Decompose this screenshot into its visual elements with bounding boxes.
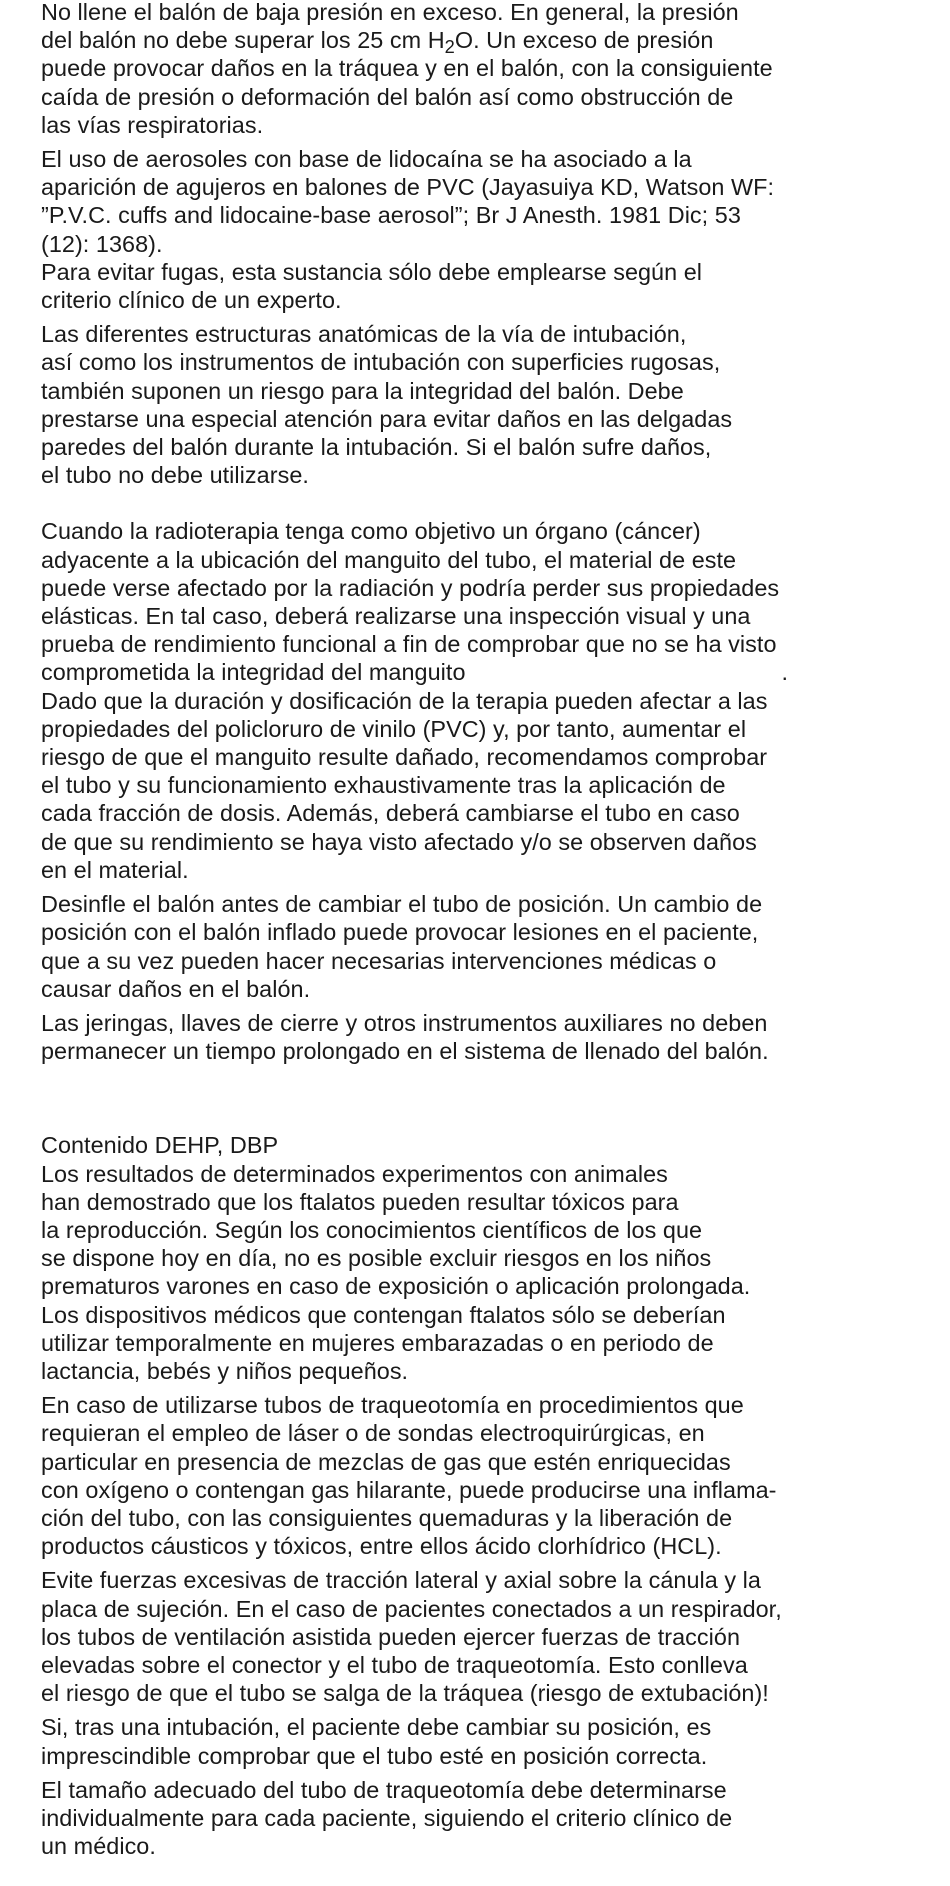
text-segment: comprometida la integridad del manguito [41,659,466,686]
paragraph-leak-prevention [41,258,946,314]
text-line: lactancia, bebés y niños pequeños. [41,1357,409,1384]
text-line: Los resultados de determinados experimentos con animales [41,1160,668,1187]
text-line: Las jeringas, llaves de cierre y otros instrumentos auxiliares no deben [41,1009,768,1036]
text-line: ”P.V.C. cuffs and lidocaine-base aerosol”; Br J Anesth. 1981 Dic; 53 [41,202,741,229]
paragraph-cuff-pressure [41,0,946,139]
text-line: el riesgo de que el tubo se salga de la tráquea (riesgo de extubación)! [41,1680,769,1707]
text-line: paredes del balón durante la intubación. Si el balón sufre daños, [41,434,712,461]
text-line: puede provocar daños en la tráquea y en el balón, con la consiguiente [41,55,773,82]
text-line: El tamaño adecuado del tubo de traqueotomía debe determinarse [41,1776,727,1803]
paragraph-position-check [41,1713,946,1769]
paragraph-traction-forces [41,1566,946,1707]
text-line: Los dispositivos médicos que contengan ftalatos sólo se deberían [41,1301,726,1328]
text-line: el tubo no debe utilizarse. [41,462,309,489]
text-line: la reproducción. Según los conocimientos científicos de los que [41,1216,703,1243]
text-line [41,26,946,58]
text-line: particular en presencia de mezclas de gas que estén enriquecidas [41,1448,731,1475]
text-line: elásticas. En tal caso, deberá realizarse una inspección visual y una [41,603,751,630]
text-line: prestarse una especial atención para evitar daños en las delgadas [41,405,733,432]
paragraph-laser [41,1391,946,1560]
paragraph-lidocaine [41,145,946,258]
text-line: riesgo de que el manguito resulte dañado, recomendamos comprobar [41,744,768,771]
text-line: adyacente a la ubicación del manguito del tubo, el material de este [41,546,737,573]
text-line: Si, tras una intubación, el paciente debe cambiar su posición, es [41,1714,712,1741]
text-line: individualmente para cada paciente, siguiendo el criterio clínico de [41,1804,733,1831]
text-line: posición con el balón inflado puede provocar lesiones en el paciente, [41,919,759,946]
text-line: los tubos de ventilación asistida pueden ejercer fuerzas de tracción [41,1623,741,1650]
subscript: 2 [444,36,455,58]
text-line: que a su vez pueden hacer necesarias intervenciones médicas o [41,947,717,974]
paragraph-tube-size [41,1776,946,1861]
text-line: El uso de aerosoles con base de lidocaína se ha asociado a la [41,146,692,173]
text-line: Cuando la radioterapia tenga como objetivo un órgano (cáncer) [41,518,701,545]
text-line: caída de presión o deformación del balón así como obstrucción de [41,83,734,110]
text-segment: del balón no debe superar los 25 cm H [41,27,445,54]
text-line: Evite fuerzas excesivas de tracción lateral y axial sobre la cánula y la [41,1567,761,1594]
text-line: utilizar temporalmente en mujeres embarazadas o en periodo de [41,1329,714,1356]
text-line: En caso de utilizarse tubos de traqueotomía en procedimientos que [41,1392,744,1419]
text-line: placa de sujeción. En el caso de pacientes conectados a un respirador, [41,1595,782,1622]
text-line: aparición de agujeros en balones de PVC (Jayasuiya KD, Watson WF: [41,174,775,201]
text-line: con oxígeno o contengan gas hilarante, puede producirse una inflama- [41,1476,777,1503]
paragraph-deflate-cuff [41,890,946,1003]
text-line: elevadas sobre el conector y el tubo de traqueotomía. Esto conlleva [41,1651,748,1678]
text-line: prematuros varones en caso de exposición o aplicación prolongada. [41,1273,751,1300]
paragraph-therapy-dosage [41,687,946,884]
section-heading: Contenido DEHP, DBP [41,1132,279,1159]
paragraph-syringes [41,1009,946,1065]
text-line: Dado que la duración y dosificación de la terapia pueden afectar a las [41,687,768,714]
text-segment: O. Un exceso de presión [454,27,714,54]
text-line: se dispone hoy en día, no es posible excluir riesgos en los niños [41,1245,712,1272]
text-line [41,658,946,686]
document-page [41,0,946,1860]
text-segment: . [781,659,789,686]
text-line: requieran el empleo de láser o de sondas electroquirúrgicas, en [41,1420,705,1447]
text-line: (12): 1368). [41,230,163,257]
text-line: Las diferentes estructuras anatómicas de la vía de intubación, [41,321,687,348]
text-line: las vías respiratorias. [41,111,264,138]
text-line: el tubo y su funcionamiento exhaustivamente tras la aplicación de [41,772,726,799]
text-line: No llene el balón de baja presión en exceso. En general, la presión [41,0,739,25]
text-line: un médico. [41,1833,156,1860]
text-line: puede verse afectado por la radiación y podría perder sus propiedades [41,574,780,601]
text-line: de que su rendimiento se haya visto afectado y/o se observen daños [41,828,757,855]
text-line: propiedades del policloruro de vinilo (PVC) y, por tanto, aumentar el [41,715,747,742]
text-line: productos cáusticos y tóxicos, entre ellos ácido clorhídrico (HCL). [41,1533,722,1560]
text-line: criterio clínico de un experto. [41,287,342,314]
text-line: Para evitar fugas, esta sustancia sólo debe emplearse según el [41,258,703,285]
text-line: permanecer un tiempo prolongado en el sistema de llenado del balón. [41,1038,769,1065]
text-line: en el material. [41,856,189,883]
text-line: cada fracción de dosis. Además, deberá cambiarse el tubo en caso [41,800,740,827]
text-line: Desinfle el balón antes de cambiar el tubo de posición. Un cambio de [41,891,763,918]
paragraph-phthalates [41,1160,946,1386]
text-line: también suponen un riesgo para la integridad del balón. Debe [41,377,684,404]
paragraph-radiotherapy [41,517,946,686]
text-line: prueba de rendimiento funcional a fin de comprobar que no se ha visto [41,631,777,658]
text-line: causar daños en el balón. [41,975,311,1002]
text-line: así como los instrumentos de intubación con superficies rugosas, [41,349,721,376]
paragraph-anatomical-structures [41,320,946,489]
text-line: imprescindible comprobar que el tubo esté en posición correcta. [41,1742,708,1769]
text-line: han demostrado que los ftalatos pueden resultar tóxicos para [41,1188,679,1215]
text-line: ción del tubo, con las consiguientes quemaduras y la liberación de [41,1504,733,1531]
